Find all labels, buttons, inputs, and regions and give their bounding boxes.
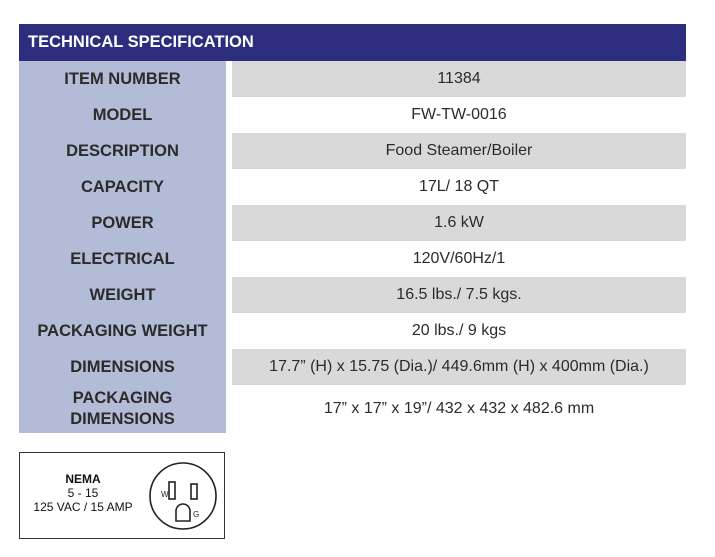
label-power: POWER — [91, 213, 154, 232]
value-dimensions: 17.7” (H) x 15.75 (Dia.)/ 449.6mm (H) x 400mm (Dia.) — [232, 349, 686, 385]
outlet-slot-neutral — [169, 482, 175, 499]
nema-title: NEMA — [65, 472, 101, 486]
label-model: MODEL — [92, 105, 153, 124]
label-item-number: ITEM NUMBER — [64, 69, 181, 88]
label-packaging-weight: PACKAGING WEIGHT — [37, 321, 208, 340]
value-packaging-weight: 20 lbs./ 9 kgs — [411, 322, 507, 339]
label-capacity: CAPACITY — [80, 177, 165, 196]
label-packaging-dimensions-line2: DIMENSIONS — [70, 410, 175, 428]
value-power: 1.6 kW — [232, 205, 686, 241]
value-model: FW-TW-0016 — [411, 106, 507, 123]
spec-title: TECHNICAL SPECIFICATION — [28, 33, 254, 51]
label-packaging-dimensions — [19, 385, 226, 433]
outlet-face — [150, 463, 216, 529]
label-dimensions: DIMENSIONS — [70, 357, 175, 376]
nema-text — [20, 472, 146, 514]
value-packaging-dimensions: 17” x 17” x 19”/ 432 x 432 x 482.6 mm — [323, 400, 595, 417]
label-weight: WEIGHT — [89, 285, 156, 304]
outlet-icon — [147, 460, 219, 532]
spec-header — [19, 24, 686, 61]
label-description: DESCRIPTION — [66, 141, 179, 160]
outlet-g-label: G — [193, 510, 200, 519]
label-packaging-dimensions-line1: PACKAGING — [72, 389, 173, 407]
label-electrical: ELECTRICAL — [70, 249, 175, 268]
value-weight: 16.5 lbs./ 7.5 kgs. — [232, 277, 686, 313]
value-electrical: 120V/60Hz/1 — [412, 250, 506, 267]
nema-box — [19, 452, 225, 539]
nema-rating: 125 VAC / 15 AMP — [33, 500, 133, 514]
outlet-slot-hot — [191, 484, 197, 499]
value-capacity: 17L/ 18 QT — [418, 178, 500, 195]
outlet-w-label: W — [161, 490, 169, 499]
outlet-ground-hole — [176, 504, 190, 521]
value-description: Food Steamer/Boiler — [232, 133, 686, 169]
nema-type: 5 - 15 — [67, 486, 99, 500]
value-item-number: 11384 — [232, 61, 686, 97]
